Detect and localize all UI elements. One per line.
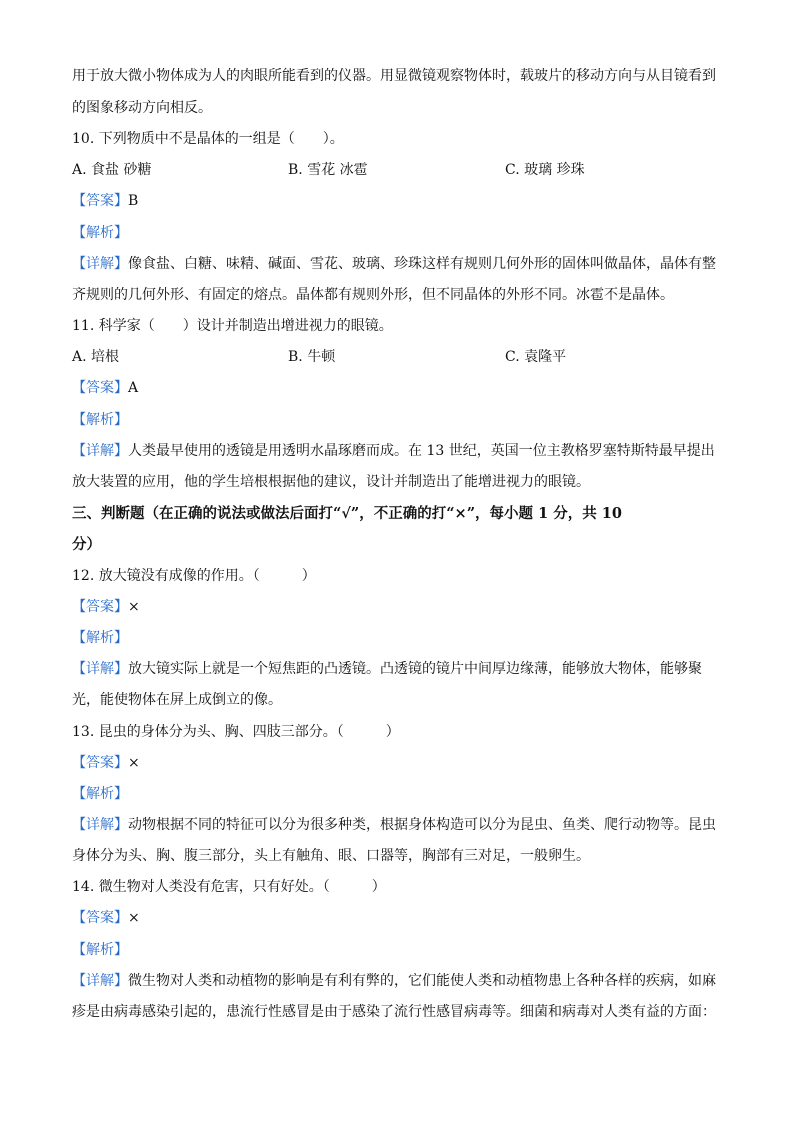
q10-answer — [72, 192, 138, 210]
q12-detail — [72, 660, 702, 678]
answer-value: × — [128, 910, 140, 926]
answer-value: × — [128, 755, 140, 771]
q11-option-c: C. 袁隆平 — [505, 349, 567, 365]
q10-detail — [72, 255, 716, 273]
text-line: 疹是由病毒感染引起的，患流行性感冒是由于感染了流行性感冒病毒等。细菌和病毒对人类有益的方面： — [72, 1004, 716, 1020]
q14-detail — [72, 972, 716, 990]
analysis-tag: 【解析】 — [72, 630, 128, 646]
answer-tag: 【答案】 — [72, 599, 128, 615]
analysis-tag: 【解析】 — [72, 412, 128, 428]
detail-text: 人类最早使用的透镜是用透明水晶琢磨而成。在 13 世纪，英国一位主教格罗塞特斯特最早提出 — [128, 443, 715, 459]
text-line: 的图象移动方向相反。 — [72, 100, 212, 116]
section-heading: 三、判断题（在正确的说法或做法后面打“√”，不正确的打“×”，每小题 1 分，共 10 — [72, 505, 622, 522]
answer-tag: 【答案】 — [72, 380, 128, 396]
answer-value: B — [128, 193, 139, 209]
q11-detail — [72, 442, 715, 460]
q11-option-a: A. 培根 — [72, 349, 120, 365]
question-11: 11. 科学家（ ）设计并制造出增进视力的眼镜。 — [72, 318, 393, 334]
detail-tag: 【详解】 — [72, 973, 128, 989]
answer-tag: 【答案】 — [72, 910, 128, 926]
answer-tag: 【答案】 — [72, 755, 128, 771]
answer-value: × — [128, 599, 140, 615]
detail-text: 动物根据不同的特征可以分为很多种类，根据身体构造可以分为昆虫、鱼类、爬行动物等。昆虫 — [128, 817, 716, 833]
q14-answer — [72, 909, 140, 927]
q13-detail — [72, 816, 716, 834]
q13-analysis — [72, 785, 128, 803]
q11-answer — [72, 379, 138, 397]
detail-text: 像食盐、白糖、味精、碱面、雪花、玻璃、珍珠这样有规则几何外形的固体叫做晶体，晶体有整 — [128, 256, 716, 272]
text-line: 身体分为头、胸、腹三部分，头上有触角、眼、口器等，胸部有三对足，一般卵生。 — [72, 848, 590, 864]
analysis-tag: 【解析】 — [72, 225, 128, 241]
q11-option-b: B. 牛顿 — [288, 349, 336, 365]
analysis-tag: 【解析】 — [72, 942, 128, 958]
detail-tag: 【详解】 — [72, 443, 128, 459]
text-line: 光，能使物体在屏上成倒立的像。 — [72, 692, 282, 708]
answer-tag: 【答案】 — [72, 193, 128, 209]
q10-option-c: C. 玻璃 珍珠 — [505, 162, 585, 178]
detail-tag: 【详解】 — [72, 661, 128, 677]
q10-analysis — [72, 224, 128, 242]
detail-text: 微生物对人类和动植物的影响是有利有弊的，它们能使人类和动植物患上各种各样的疾病，如麻 — [128, 973, 716, 989]
text-line: 用于放大微小物体成为人的肉眼所能看到的仪器。用显微镜观察物体时，载玻片的移动方向与从目镜看到 — [72, 68, 716, 84]
q12-answer — [72, 598, 140, 616]
q13-answer — [72, 754, 140, 772]
q10-option-b: B. 雪花 冰雹 — [288, 162, 368, 178]
answer-value: A — [128, 380, 139, 396]
question-10: 10. 下列物质中不是晶体的一组是（ ）。 — [72, 131, 344, 147]
q11-analysis — [72, 411, 128, 429]
analysis-tag: 【解析】 — [72, 786, 128, 802]
question-14: 14. 微生物对人类没有危害，只有好处。（ ） — [72, 879, 386, 895]
q10-option-a: A. 食盐 砂糖 — [72, 162, 152, 178]
text-line: 齐规则的几何外形、有固定的熔点。晶体都有规则外形，但不同晶体的外形不同。冰雹不是晶体。 — [72, 287, 674, 303]
detail-text: 放大镜实际上就是一个短焦距的凸透镜。凸透镜的镜片中间厚边缘薄，能够放大物体，能够聚 — [128, 661, 702, 677]
section-heading-cont: 分） — [72, 536, 101, 553]
text-line: 放大装置的应用，他的学生培根根据他的建议，设计并制造出了能增进视力的眼镜。 — [72, 474, 590, 490]
question-13: 13. 昆虫的身体分为头、胸、四肢三部分。（ ） — [72, 724, 400, 740]
q12-analysis — [72, 629, 128, 647]
detail-tag: 【详解】 — [72, 256, 128, 272]
q14-analysis — [72, 941, 128, 959]
detail-tag: 【详解】 — [72, 817, 128, 833]
question-12: 12. 放大镜没有成像的作用。（ ） — [72, 568, 316, 584]
